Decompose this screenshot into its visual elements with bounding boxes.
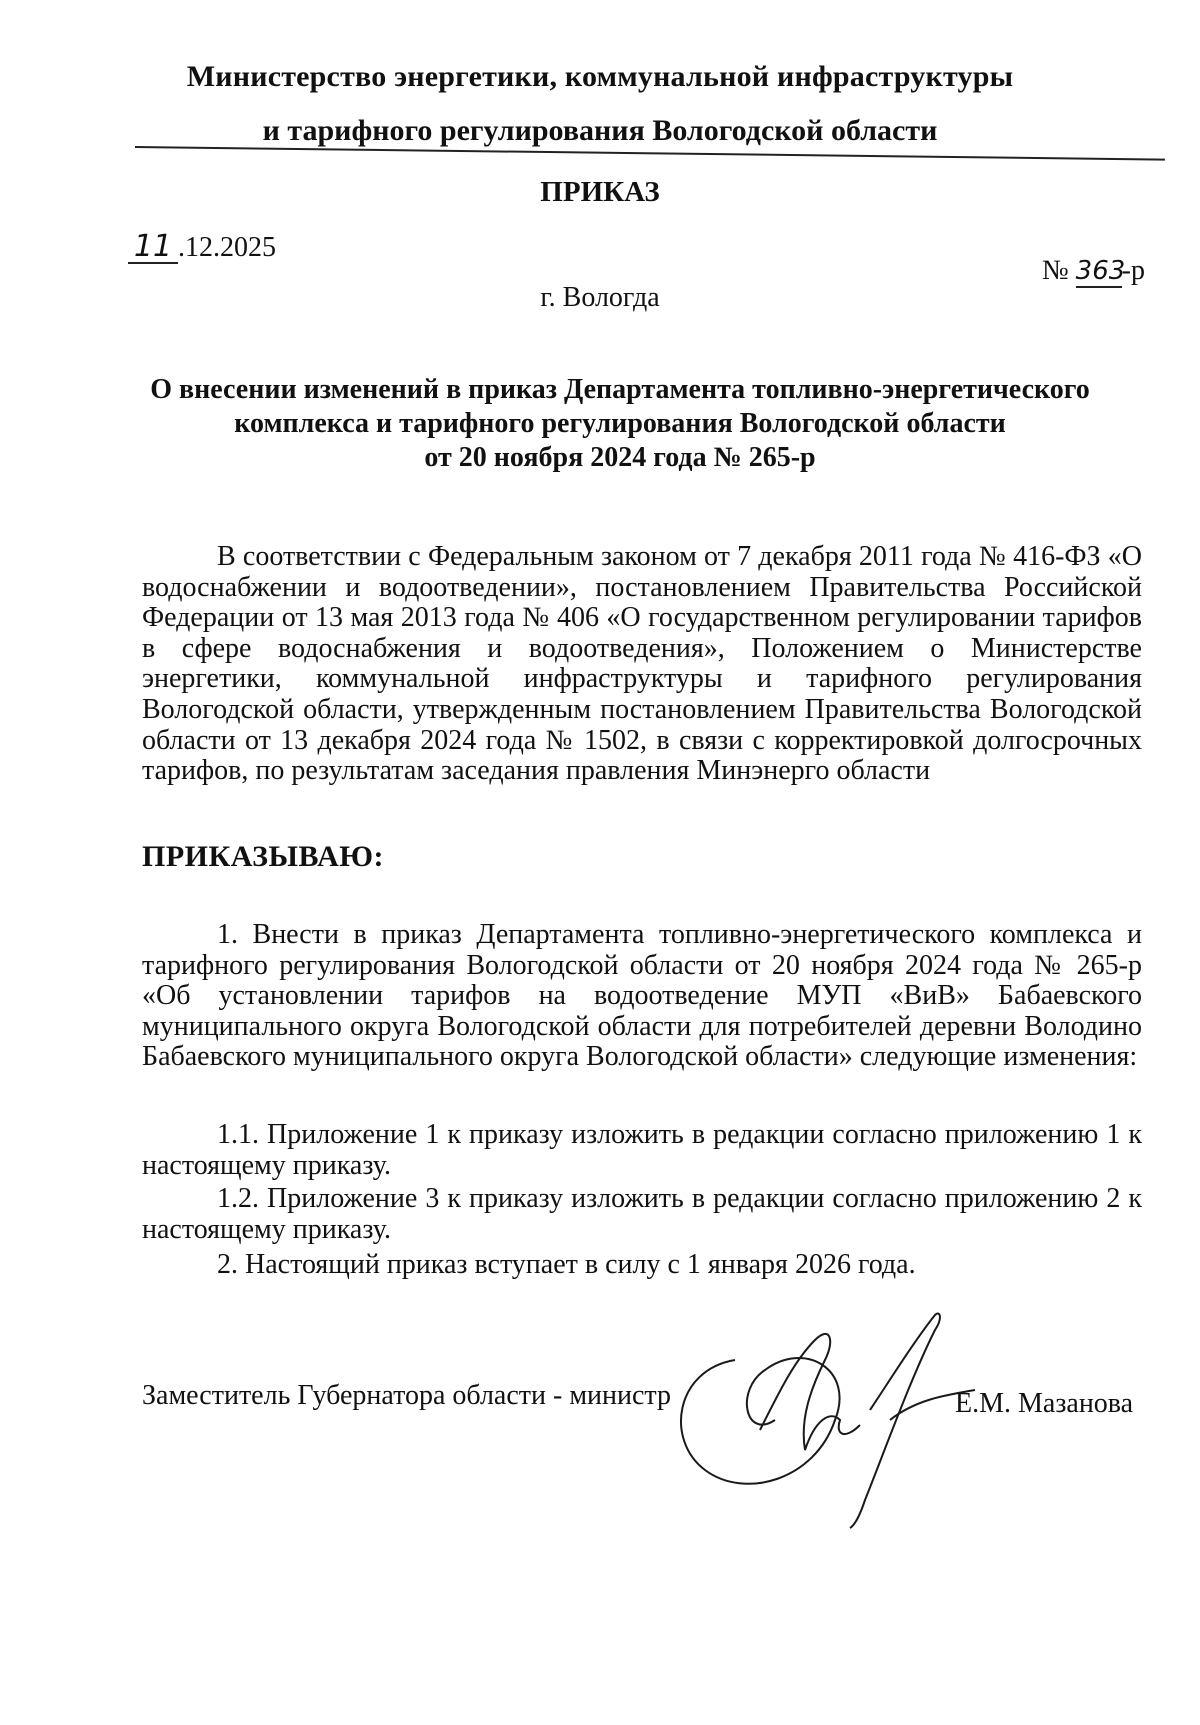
document-type-title: ПРИКАЗ <box>540 176 660 208</box>
item-2-text: 2. Настоящий приказ вступает в силу с 1 января 2026 года. <box>217 1249 916 1280</box>
item-1-1-text: 1.1. Приложение 1 к приказу изложить в редакции согласно приложению 1 к настоящему приказу. <box>142 1119 1142 1181</box>
item-1 <box>142 920 1142 1073</box>
subject-line-3: от 20 ноября 2024 года № 265-р <box>424 442 816 473</box>
number-prefix: № <box>1041 255 1076 286</box>
item-1-2-text: 1.2. Приложение 3 к приказу изложить в редакции согласно приложению 2 к настоящему приказу. <box>142 1183 1142 1245</box>
document-subject <box>130 373 1110 475</box>
signatory-position: Заместитель Губернатора области - министр <box>142 1380 671 1411</box>
number-suffix: -р <box>1121 255 1145 286</box>
date-month-year: .12.2025 <box>178 232 276 263</box>
preamble-text: В соответствии с Федеральным законом от 7 декабря 2011 года № 416-ФЗ «О водоснабжении и водоотведении», постановлением Правительства Российской Федерации от 13 мая 2013 года № 406 «О государственном регулировании тарифов в сфере водоснабжения и водоотведения», Положением о Министерстве энергетики, коммунальной инфраструктуры и тарифного регулирования Вологодской области, утвержденным постановлением Правительства Вологодской области от 13 декабря 2024 года № 1502, в связи с корректировкой долгосрочных тарифов, по результатам заседания правления Минэнерго области <box>142 541 1142 787</box>
item-1-2 <box>142 1184 1142 1245</box>
order-date <box>128 229 276 264</box>
header-rule <box>135 146 1165 161</box>
orders-word: ПРИКАЗЫВАЮ: <box>142 840 385 873</box>
subject-line-1: О внесении изменений в приказ Департамента топливно-энергетического <box>150 374 1090 405</box>
item-1-1 <box>142 1120 1142 1181</box>
item-2 <box>142 1250 1142 1281</box>
handwritten-day: 11 <box>128 232 178 264</box>
signatory-name: Е.М. Мазанова <box>955 1388 1134 1419</box>
city: г. Вологда <box>540 282 660 313</box>
handwritten-signature <box>665 1300 995 1530</box>
handwritten-number: 363 <box>1075 256 1126 286</box>
ministry-name-line1: Министерство энергетики, коммунальной инфраструктуры <box>186 60 1014 93</box>
item-1-text: 1. Внести в приказ Департамента топливно-энергетического комплекса и тарифного регулирования Вологодской области от 20 ноября 2024 года № 265-р «Об установлении тарифов на водоотведение МУП «ВиВ» Бабаевского муниципального округа Вологодской области для потребителей деревни Володино Бабаевского муниципального округа Вологодской области» следующие изменения: <box>142 919 1142 1073</box>
ministry-name-line2: и тарифного регулирования Вологодской области <box>262 114 938 147</box>
subject-line-2: комплекса и тарифного регулирования Вологодской области <box>234 408 1006 439</box>
preamble-paragraph <box>142 542 1142 787</box>
